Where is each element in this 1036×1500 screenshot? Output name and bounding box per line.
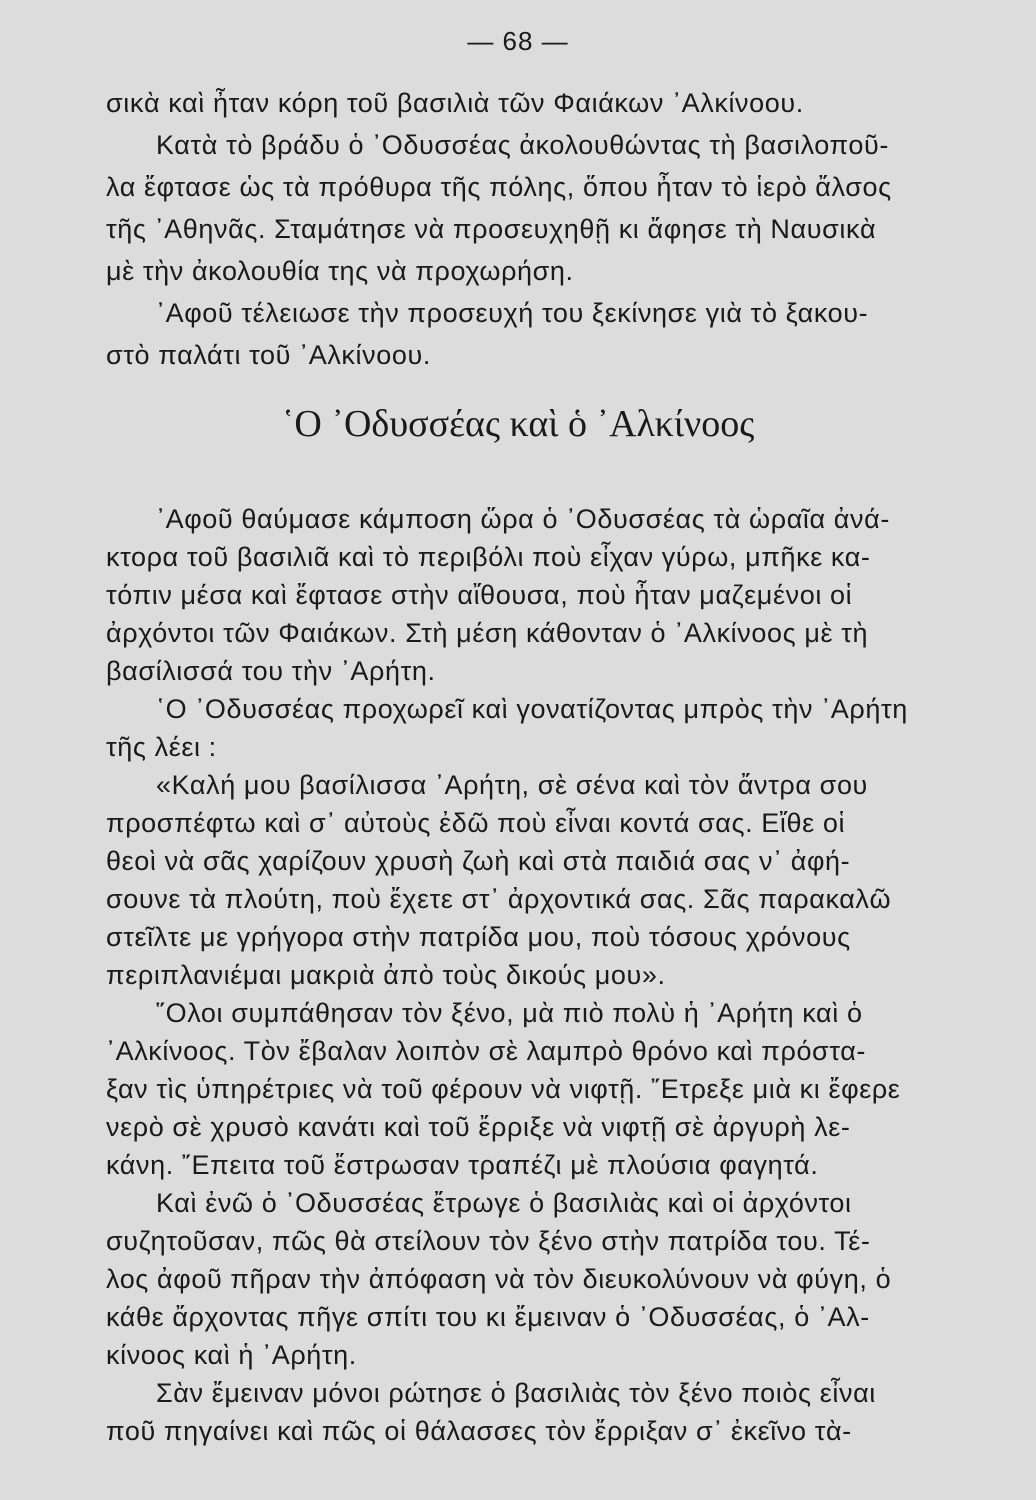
text-line: κάθε ἄρχοντας πῆγε σπίτι του κι ἔμειναν ὁ ᾿Οδυσσέας, ὁ ᾿Αλ- [106,1302,870,1332]
text-line: ᾿Αφοῦ τέλειωσε τὴν προσευχή του ξεκίνησε γιὰ τὸ ξακου- [156,298,869,328]
text-line: τόπιν μέσα καὶ ἔφτασε στὴν αἴθουσα, ποὺ ἦταν μαζεμένοι οἱ [106,580,853,610]
text-line: Σὰν ἔμειναν μόνοι ρώτησε ὁ βασιλιὰς τὸν ξένο ποιὸς εἶναι [156,1378,876,1408]
text-line: λος ἀφοῦ πῆραν τὴν ἀπόφαση νὰ τὸν διευκολύνουν νὰ φύγη, ὁ [106,1264,892,1294]
text-line: ξαν τὶς ὑπηρέτριες νὰ τοῦ φέρουν νὰ νιφτῇ. ῎Ετρεξε μιὰ κι ἔφερε [106,1074,901,1104]
text-line: στεῖλτε με γρήγορα στὴν πατρίδα μου, ποὺ τόσους χρόνους [106,922,851,952]
text-line: μὲ τὴν ἀκολουθία της νὰ προχωρήση. [106,256,574,286]
section-title: ῾Ο ᾿Οδυσσέας καὶ ὁ ᾿Αλκίνοος [281,403,755,445]
text-line: ῞Ολοι συμπάθησαν τὸν ξένο, μὰ πιὸ πολὺ ἡ ᾿Αρήτη καὶ ὁ [156,998,863,1028]
text-line: Κατὰ τὸ βράδυ ὁ ᾿Οδυσσέας ἀκολουθώντας τὴ βασιλοποῦ- [156,130,889,160]
text-line: θεοὶ νὰ σᾶς χαρίζουν χρυσὴ ζωὴ καὶ στὰ παιδιά σας ν᾿ ἀφή- [106,846,851,876]
text-line: κάνη. ῎Επειτα τοῦ ἔστρωσαν τραπέζι μὲ πλούσια φαγητά. [106,1150,819,1180]
text-line: συζητοῦσαν, πῶς θὰ στείλουν τὸν ξένο στὴν πατρίδα του. Τέ- [106,1226,871,1256]
text-line: ᾿Αλκίνοος. Τὸν ἔβαλαν λοιπὸν σὲ λαμπρὸ θρόνο καὶ πρόστα- [106,1036,867,1066]
text-line: ἀρχόντοι τῶν Φαιάκων. Στὴ μέση κάθονταν ὁ ᾿Αλκίνοος μὲ τὴ [106,618,869,648]
text-line: σικὰ καὶ ἦταν κόρη τοῦ βασιλιὰ τῶν Φαιάκων ᾿Αλκίνοου. [106,88,804,118]
text-line: Καὶ ἐνῶ ὁ ᾿Οδυσσέας ἔτρωγε ὁ βασιλιὰς καὶ οἱ ἀρχόντοι [156,1188,852,1218]
text-line: ποῦ πηγαίνει καὶ πῶς οἱ θάλασσες τὸν ἔρριξαν σ᾿ ἐκεῖνο τὰ- [106,1416,852,1446]
text-line: περιπλανιέμαι μακριὰ ἀπὸ τοὺς δικούς μου». [106,960,666,990]
page-number: — 68 — [467,26,569,56]
text-line: σουνε τὰ πλούτη, ποὺ ἔχετε στ᾿ ἀρχοντικά σας. Σᾶς παρακαλῶ [106,884,892,914]
text-line: τῆς λέει : [106,732,217,762]
text-line: ῾Ο ᾿Οδυσσέας προχωρεῖ καὶ γονατίζοντας μπρὸς τὴν ᾿Αρήτη [156,694,908,724]
text-line: «Καλή μου βασίλισσα ᾿Αρήτη, σὲ σένα καὶ τὸν ἄντρα σου [156,770,868,800]
text-line: ᾿Αφοῦ θαύμασε κάμποση ὥρα ὁ ᾿Οδυσσέας τὰ ὡραῖα ἀνά- [156,504,890,534]
text-line: λα ἔφτασε ὡς τὰ πρόθυρα τῆς πόλης, ὅπου ἦταν τὸ ἱερὸ ἄλσος [106,172,892,202]
text-line: κίνοος καὶ ἡ ᾿Αρήτη. [106,1340,357,1370]
text-line: βασίλισσά του τὴν ᾿Αρήτη. [106,656,436,686]
text-line: κτορα τοῦ βασιλιᾶ καὶ τὸ περιβόλι ποὺ εἶχαν γύρω, μπῆκε κα- [106,542,871,572]
text-line: προσπέφτω καὶ σ᾿ αὐτοὺς ἐδῶ ποὺ εἶναι κοντά σας. Εἴθε οἱ [106,808,846,838]
text-line: νερὸ σὲ χρυσὸ κανάτι καὶ τοῦ ἔρριξε νὰ νιφτῇ σὲ ἀργυρὴ λε- [106,1112,851,1142]
text-line: στὸ παλάτι τοῦ ᾿Αλκίνοου. [106,340,431,370]
text-line: τῆς ᾿Αθηνᾶς. Σταμάτησε νὰ προσευχηθῇ κι ἄφησε τὴ Ναυσικὰ [106,214,877,244]
